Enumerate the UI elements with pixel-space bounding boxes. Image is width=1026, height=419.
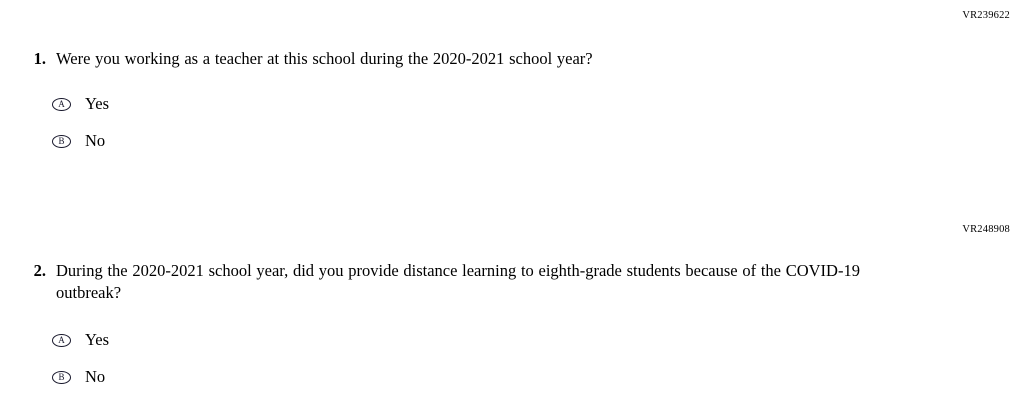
option-1-b-label: No xyxy=(85,130,106,150)
question-1-row xyxy=(20,48,593,70)
option-2-b-label: No xyxy=(85,366,106,386)
question-1-options xyxy=(52,89,109,156)
question-2-number: 2. xyxy=(33,261,46,280)
question-1-text: Were you working as a teacher at this school during the 2020-2021 school year? xyxy=(56,49,593,68)
option-2-a[interactable] xyxy=(52,325,109,355)
radio-bubble-icon[interactable]: A xyxy=(52,334,71,347)
question-2-text: During the 2020-2021 school year, did you provide distance learning to eighth-grade students because of the COVID-19 outbreak? xyxy=(56,261,860,303)
vr-code-1: VR239622 xyxy=(962,10,1010,21)
radio-bubble-icon[interactable]: B xyxy=(52,371,71,384)
vr-code-2: VR248908 xyxy=(962,224,1010,235)
question-1-number: 1. xyxy=(33,49,46,68)
radio-bubble-icon[interactable]: B xyxy=(52,135,71,148)
option-1-a[interactable] xyxy=(52,89,109,119)
radio-bubble-icon[interactable]: A xyxy=(52,98,71,111)
option-2-a-label: Yes xyxy=(85,329,110,349)
question-2-row xyxy=(20,260,886,305)
option-1-b[interactable] xyxy=(52,126,109,156)
question-2-options xyxy=(52,325,109,392)
option-2-b[interactable] xyxy=(52,362,109,392)
option-1-a-label: Yes xyxy=(85,93,110,113)
